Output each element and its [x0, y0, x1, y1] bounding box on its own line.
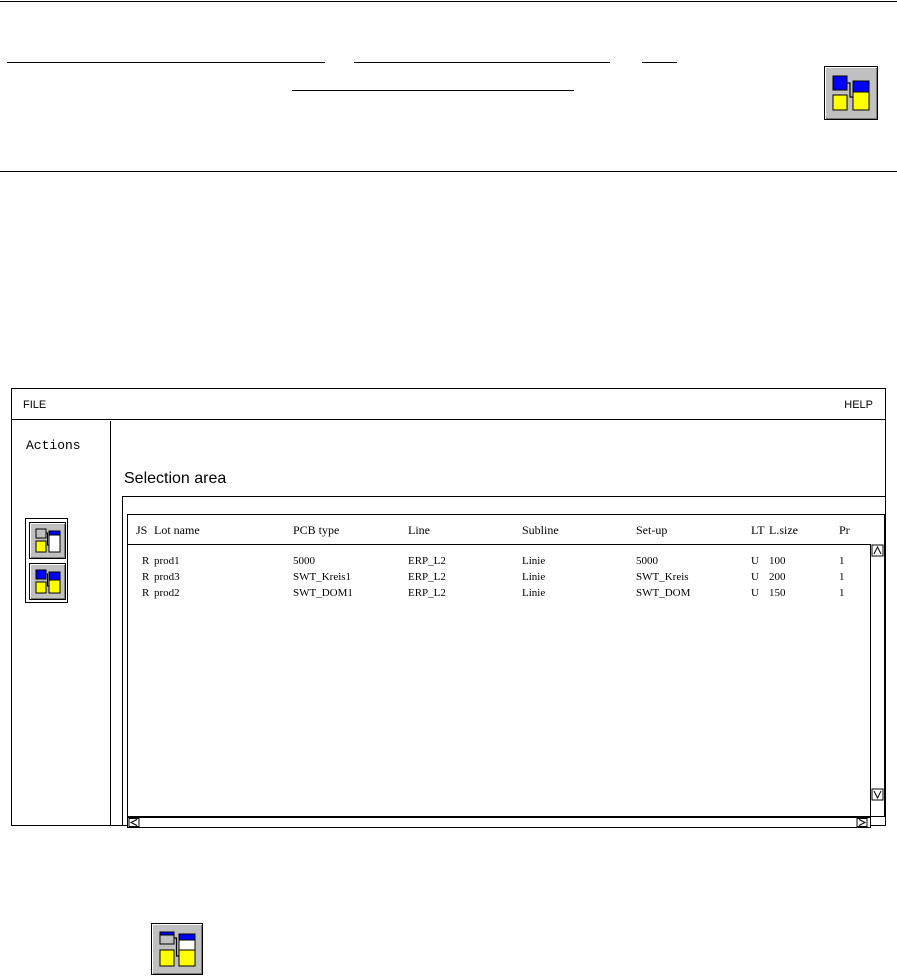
flow-chart-icon[interactable] — [151, 923, 203, 975]
action-icon-group — [25, 518, 68, 603]
column-header-lot-name[interactable]: Lot name — [154, 523, 200, 537]
cell-pr: 1 — [839, 555, 845, 567]
table-row[interactable] — [128, 555, 868, 571]
cell-lot-size: 100 — [769, 555, 786, 567]
cell-pr: 1 — [839, 571, 845, 583]
top-rule — [0, 1, 897, 2]
column-header-pcb-type[interactable]: PCB type — [293, 523, 340, 537]
flow-chart-icon[interactable] — [29, 563, 66, 600]
column-header-subline[interactable]: Subline — [522, 523, 559, 537]
table-row[interactable] — [128, 571, 868, 587]
cell-lot-size: 150 — [769, 587, 786, 599]
cell-set-up: SWT_Kreis — [636, 571, 689, 583]
table-row[interactable] — [128, 587, 868, 603]
cell-set-up: SWT_DOM — [636, 587, 691, 599]
cell-pr: 1 — [839, 587, 845, 599]
cell-lot-size: 200 — [769, 571, 786, 583]
menu-bar — [12, 389, 885, 420]
bottom-rule — [0, 171, 897, 172]
selection-area-title: Selection area — [124, 470, 227, 487]
cell-subline: Linie — [522, 587, 546, 599]
header-divider — [128, 544, 873, 545]
column-header-js[interactable]: JS — [136, 523, 148, 537]
lot-table — [127, 514, 885, 817]
blank-line-4 — [292, 90, 574, 91]
cell-set-up: 5000 — [636, 555, 658, 567]
column-header-lot-size[interactable]: L.size — [769, 523, 798, 537]
cell-pcb-type: SWT_Kreis1 — [293, 571, 352, 583]
column-header-set-up[interactable]: Set-up — [636, 523, 668, 537]
cell-subline: Linie — [522, 555, 546, 567]
cell-lt: U — [751, 571, 759, 583]
cell-js: R — [142, 571, 150, 583]
cell-line: ERP_L2 — [408, 555, 446, 567]
column-header-line[interactable]: Line — [408, 523, 430, 537]
vertical-scrollbar[interactable] — [870, 544, 884, 816]
actions-sidebar — [12, 421, 111, 825]
cell-lt: U — [751, 587, 759, 599]
blank-line-2 — [354, 62, 610, 63]
selection-panel — [122, 496, 885, 825]
cell-lt: U — [751, 555, 759, 567]
file-menu[interactable]: FILE — [23, 399, 47, 411]
help-menu[interactable]: HELP — [844, 399, 873, 411]
cell-js: R — [142, 587, 150, 599]
cell-lot-name: prod1 — [154, 555, 180, 567]
cell-line: ERP_L2 — [408, 587, 446, 599]
column-header-lt[interactable]: LT — [751, 523, 765, 537]
actions-title: Actions — [26, 438, 81, 453]
column-header-pr[interactable]: Pr — [839, 523, 850, 537]
cell-js: R — [142, 555, 150, 567]
application-window — [11, 388, 886, 826]
cell-line: ERP_L2 — [408, 571, 446, 583]
cell-lot-name: prod3 — [154, 571, 180, 583]
blank-line-3 — [642, 62, 677, 63]
horizontal-scrollbar[interactable] — [127, 817, 871, 828]
blank-line-1 — [7, 62, 325, 63]
cell-subline: Linie — [522, 571, 546, 583]
flow-chart-icon[interactable] — [29, 522, 66, 559]
flow-chart-icon[interactable] — [824, 66, 878, 120]
cell-lot-name: prod2 — [154, 587, 180, 599]
cell-pcb-type: 5000 — [293, 555, 315, 567]
cell-pcb-type: SWT_DOM1 — [293, 587, 353, 599]
